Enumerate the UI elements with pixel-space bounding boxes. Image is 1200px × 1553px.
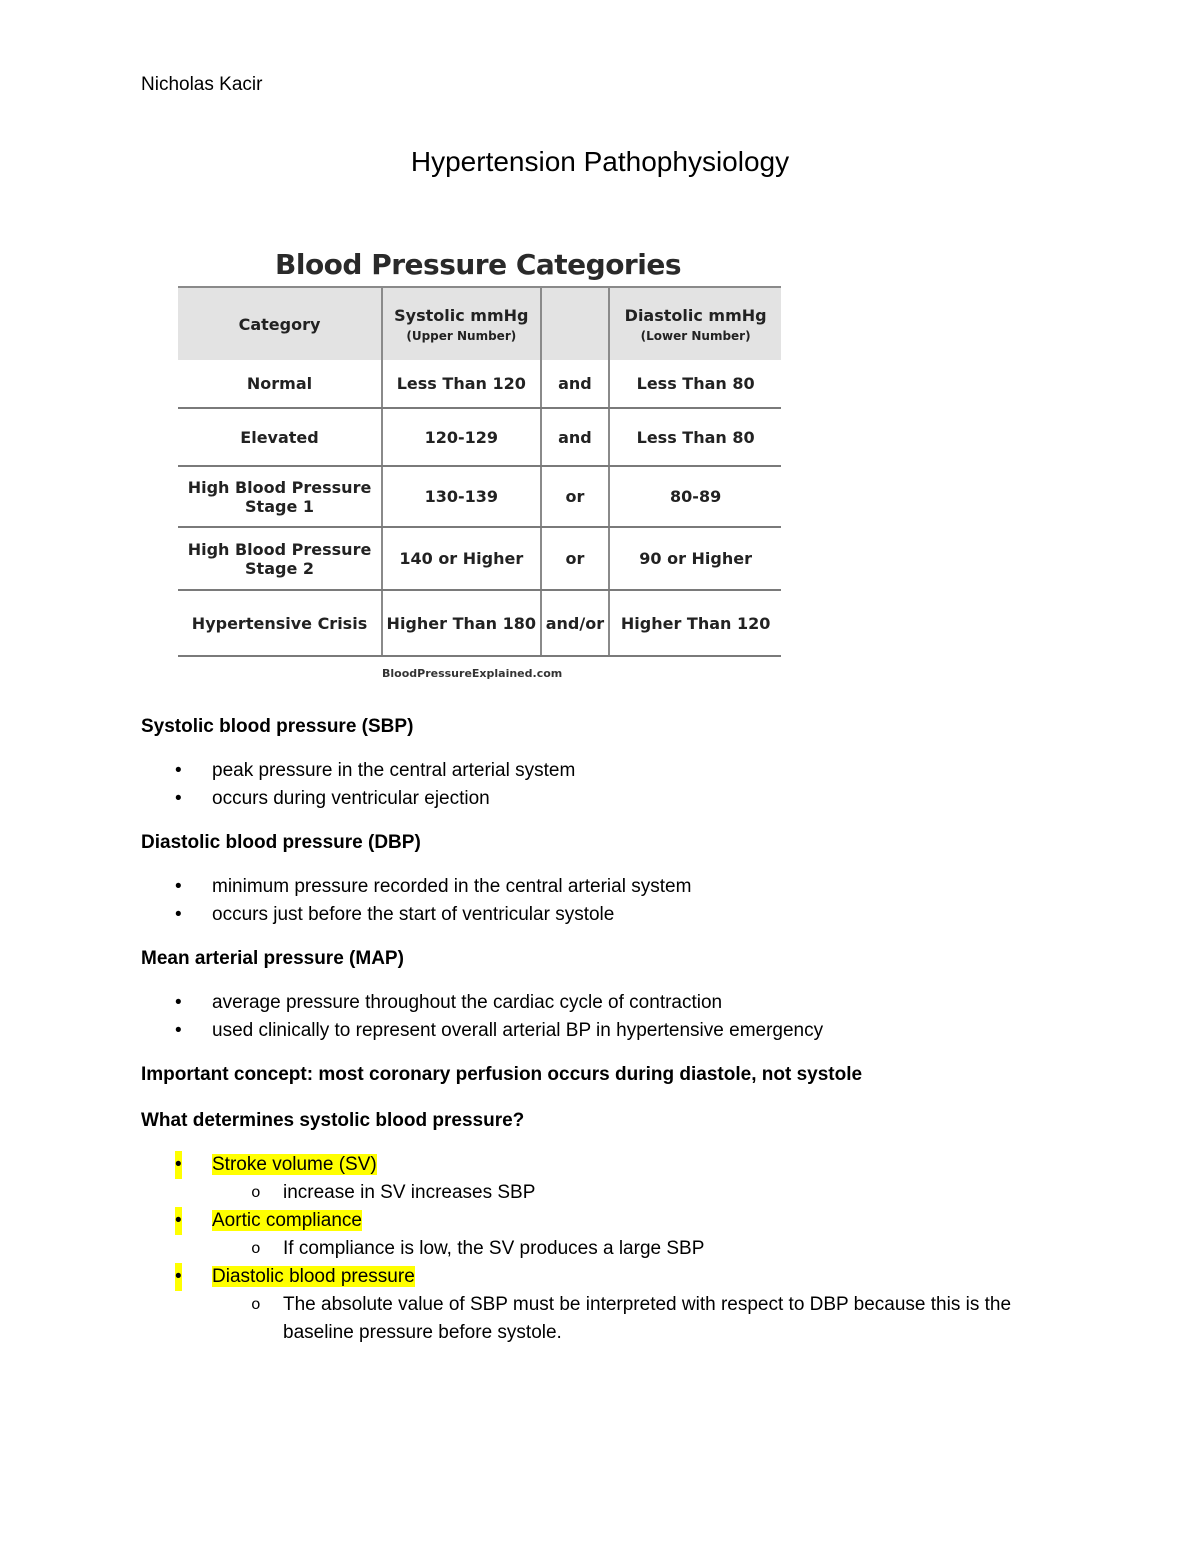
author-name: Nicholas Kacir xyxy=(141,74,263,95)
conjunction-cell: and xyxy=(541,360,610,408)
column-header-conjunction xyxy=(541,287,610,360)
table-row xyxy=(178,527,781,590)
systolic-cell: Higher Than 180 xyxy=(382,590,541,656)
category-cell: Hypertensive Crisis xyxy=(178,590,382,656)
document-title: Hypertension Pathophysiology xyxy=(410,146,790,177)
column-subheader-diastolic: (Lower Number) xyxy=(640,328,751,343)
important-concept: Important concept: most coronary perfusion occurs during diastole, not systole xyxy=(141,1064,863,1085)
dbp-heading: Diastolic blood pressure (DBP) xyxy=(141,832,421,853)
systolic-cell: 120-129 xyxy=(382,408,541,466)
sub-list-item: o If compliance is low, the SV produces a large SBP xyxy=(141,1235,1071,1263)
table-header-row xyxy=(178,287,781,360)
sbp-list xyxy=(141,757,1071,813)
systolic-cell: Less Than 120 xyxy=(382,360,541,408)
table-row xyxy=(178,408,781,466)
column-header-systolic: Systolic mmHg (Upper Number) xyxy=(382,287,541,360)
conjunction-cell: or xyxy=(541,466,610,527)
table-row xyxy=(178,466,781,527)
list-item: • peak pressure in the central arterial system xyxy=(141,757,1071,785)
bullet-icon: • xyxy=(175,992,182,1013)
category-line: Stage 1 xyxy=(245,496,314,516)
list-item: • average pressure throughout the cardiac cycle of contraction xyxy=(141,989,1071,1017)
sub-list xyxy=(212,1291,1071,1347)
figure-source-credit: BloodPressureExplained.com xyxy=(382,667,563,680)
bullet-icon: • xyxy=(175,876,182,897)
conjunction-cell: and xyxy=(541,408,610,466)
bp-categories-table xyxy=(178,286,781,657)
sub-list xyxy=(212,1179,1071,1207)
column-header-category: Category xyxy=(178,287,382,360)
figure-title: Blood Pressure Categories xyxy=(275,248,681,281)
list-item xyxy=(141,1151,1071,1207)
diastolic-cell: Less Than 80 xyxy=(609,408,781,466)
category-line: Stage 2 xyxy=(245,558,314,578)
sub-list xyxy=(212,1235,1071,1263)
map-list xyxy=(141,989,1071,1045)
systolic-cell: 130-139 xyxy=(382,466,541,527)
list-item: • occurs during ventricular ejection xyxy=(141,785,1071,813)
highlighted-term: Stroke volume (SV) xyxy=(212,1154,377,1175)
determines-list xyxy=(141,1151,1071,1347)
sub-bullet-icon: o xyxy=(251,1296,261,1314)
table-row xyxy=(178,360,781,408)
sub-list-item: o increase in SV increases SBP xyxy=(141,1179,1071,1207)
diastolic-cell: 90 or Higher xyxy=(609,527,781,590)
bp-categories-figure xyxy=(170,240,790,690)
diastolic-cell: Higher Than 120 xyxy=(609,590,781,656)
list-item: • minimum pressure recorded in the central arterial system xyxy=(141,873,1071,901)
bullet-icon: • xyxy=(175,1020,182,1041)
list-item xyxy=(141,1263,1071,1347)
highlighted-term: Diastolic blood pressure xyxy=(212,1266,415,1287)
bullet-icon: • xyxy=(175,760,182,781)
highlighted-term: Aortic compliance xyxy=(212,1210,362,1231)
bullet-icon: • xyxy=(175,788,182,809)
column-header-diastolic: Diastolic mmHg (Lower Number) xyxy=(609,287,781,360)
category-cell xyxy=(178,527,382,590)
diastolic-cell: Less Than 80 xyxy=(609,360,781,408)
map-heading: Mean arterial pressure (MAP) xyxy=(141,948,404,969)
systolic-cell: 140 or Higher xyxy=(382,527,541,590)
diastolic-cell: 80-89 xyxy=(609,466,781,527)
category-cell xyxy=(178,466,382,527)
column-subheader-systolic: (Upper Number) xyxy=(406,328,517,343)
category-line: High Blood Pressure xyxy=(187,477,372,497)
bullet-icon: • xyxy=(175,1263,182,1291)
table-row xyxy=(178,590,781,656)
conjunction-cell: or xyxy=(541,527,610,590)
bullet-icon: • xyxy=(175,1151,182,1179)
category-cell: Elevated xyxy=(178,408,382,466)
determines-heading: What determines systolic blood pressure? xyxy=(141,1110,525,1131)
list-item: • occurs just before the start of ventricular systole xyxy=(141,901,1071,929)
bullet-icon: • xyxy=(175,904,182,925)
sub-bullet-icon: o xyxy=(251,1240,261,1258)
category-cell: Normal xyxy=(178,360,382,408)
list-item xyxy=(141,1207,1071,1263)
list-item: • used clinically to represent overall arterial BP in hypertensive emergency xyxy=(141,1017,1071,1045)
dbp-list xyxy=(141,873,1071,929)
bullet-icon: • xyxy=(175,1207,182,1235)
category-line: High Blood Pressure xyxy=(187,539,372,559)
sbp-heading: Systolic blood pressure (SBP) xyxy=(141,716,414,737)
sub-bullet-icon: o xyxy=(251,1184,261,1202)
conjunction-cell: and/or xyxy=(541,590,610,656)
notes-body xyxy=(141,713,1071,1363)
sub-list-item: o The absolute value of SBP must be interpreted with respect to DBP because this is the baseline pressure before systole. xyxy=(141,1291,1071,1347)
